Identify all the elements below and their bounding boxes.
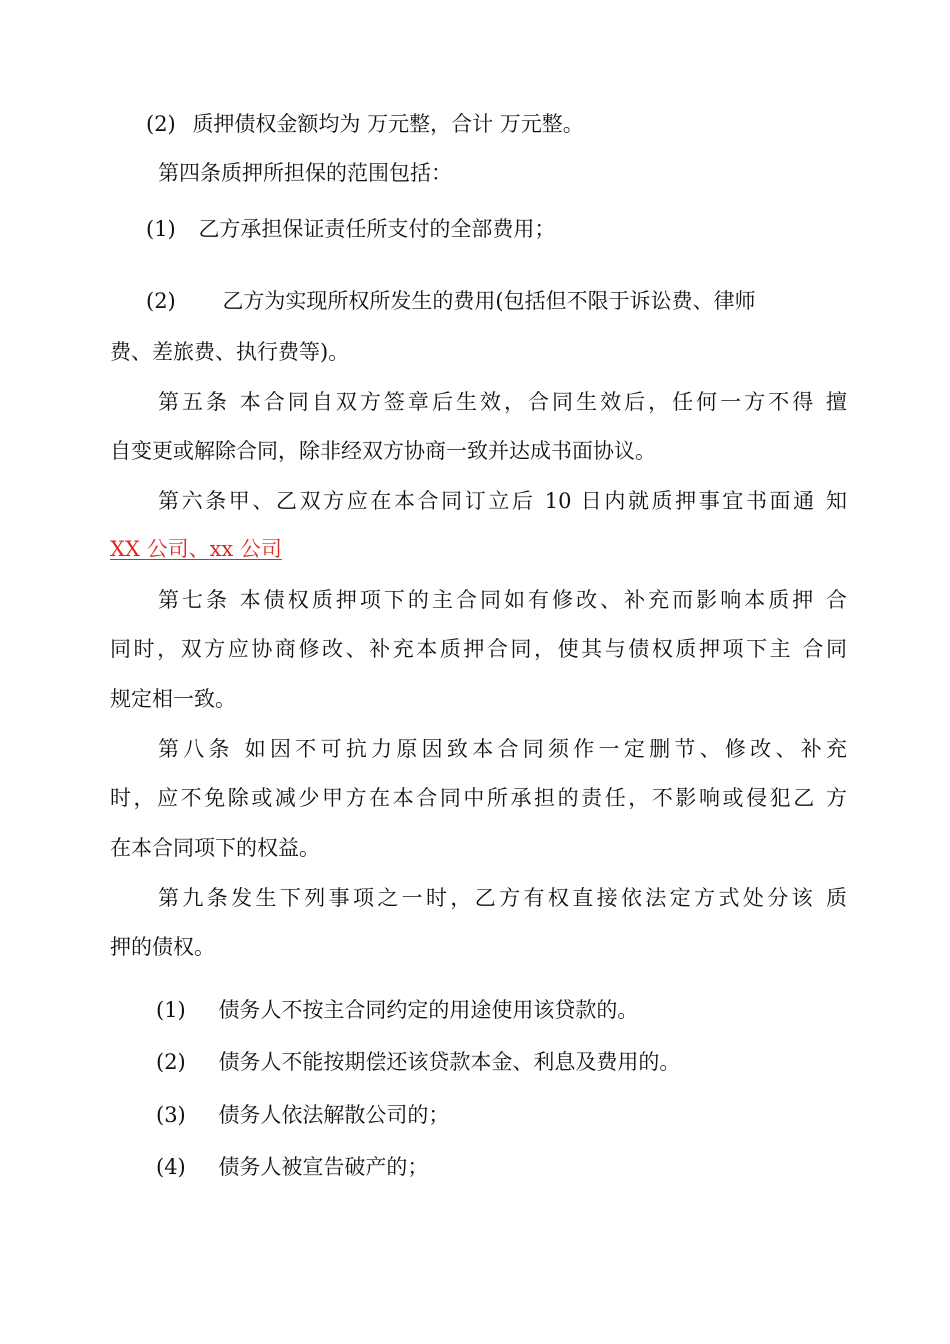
item-text: 债务人不能按期偿还该贷款本金、利息及费用的。: [218, 1050, 681, 1074]
paragraph-line: 第七条 本债权质押项下的主合同如有修改、补充而影响本质押 合: [158, 588, 847, 612]
item-text: 债务人被宣告破产的；: [218, 1155, 429, 1179]
paragraph-line: [146, 215, 555, 243]
item-number: (1): [156, 998, 186, 1022]
paragraph-line: [146, 110, 584, 138]
paragraph-line: 在本合同项下的权益。: [110, 836, 320, 860]
paragraph-line: 第九条发生下列事项之一时，乙方有权直接依法定方式处分该 质: [158, 886, 847, 910]
paragraph-line: 费、差旅费、执行费等)。: [110, 340, 350, 364]
list-item: [156, 1101, 449, 1129]
paragraph-line: 规定相一致。: [110, 687, 236, 711]
item-number: (1): [146, 217, 176, 241]
item-text: 乙方承担保证责任所支付的全部费用；: [198, 217, 556, 241]
list-item: [156, 1048, 680, 1076]
item-text: 债务人不按主合同约定的用途使用该贷款的。: [218, 998, 639, 1022]
item-number: (2): [146, 112, 176, 136]
paragraph-line: 同时，双方应协商修改、补充本质押合同，使其与债权质押项下主 合同: [110, 637, 847, 661]
item-number: (2): [146, 289, 176, 313]
list-item: [156, 996, 638, 1024]
paragraph-line: [146, 287, 756, 315]
paragraph-line: 第八条 如因不可抗力原因致本合同须作一定删节、修改、补充: [158, 737, 847, 761]
item-text: 乙方为实现所权所发生的费用(包括但不限于诉讼费、律师: [222, 289, 756, 313]
paragraph-line: 时，应不免除或减少甲方在本合同中所承担的责任，不影响或侵犯乙 方: [110, 786, 847, 810]
paragraph-line: 第六条甲、乙双方应在本合同订立后 10 日内就质押事宜书面通 知: [158, 489, 847, 513]
item-number: (3): [156, 1103, 186, 1127]
item-number: (4): [156, 1155, 186, 1179]
item-text: 质押债权金额均为 万元整，合计 万元整。: [192, 112, 584, 136]
paragraph-line: 押的债权。: [110, 935, 215, 959]
list-item: [156, 1153, 428, 1181]
company-link[interactable]: XX 公司、xx 公司: [110, 537, 282, 561]
paragraph-line: 第五条 本合同自双方签章后生效，合同生效后，任何一方不得 擅: [158, 390, 847, 414]
article-heading: 第四条质押所担保的范围包括：: [158, 161, 452, 185]
paragraph-line: 自变更或解除合同，除非经双方协商一致并达成书面协议。: [110, 439, 656, 463]
company-link-line: [110, 535, 282, 563]
item-text: 债务人依法解散公司的；: [218, 1103, 450, 1127]
item-number: (2): [156, 1050, 186, 1074]
